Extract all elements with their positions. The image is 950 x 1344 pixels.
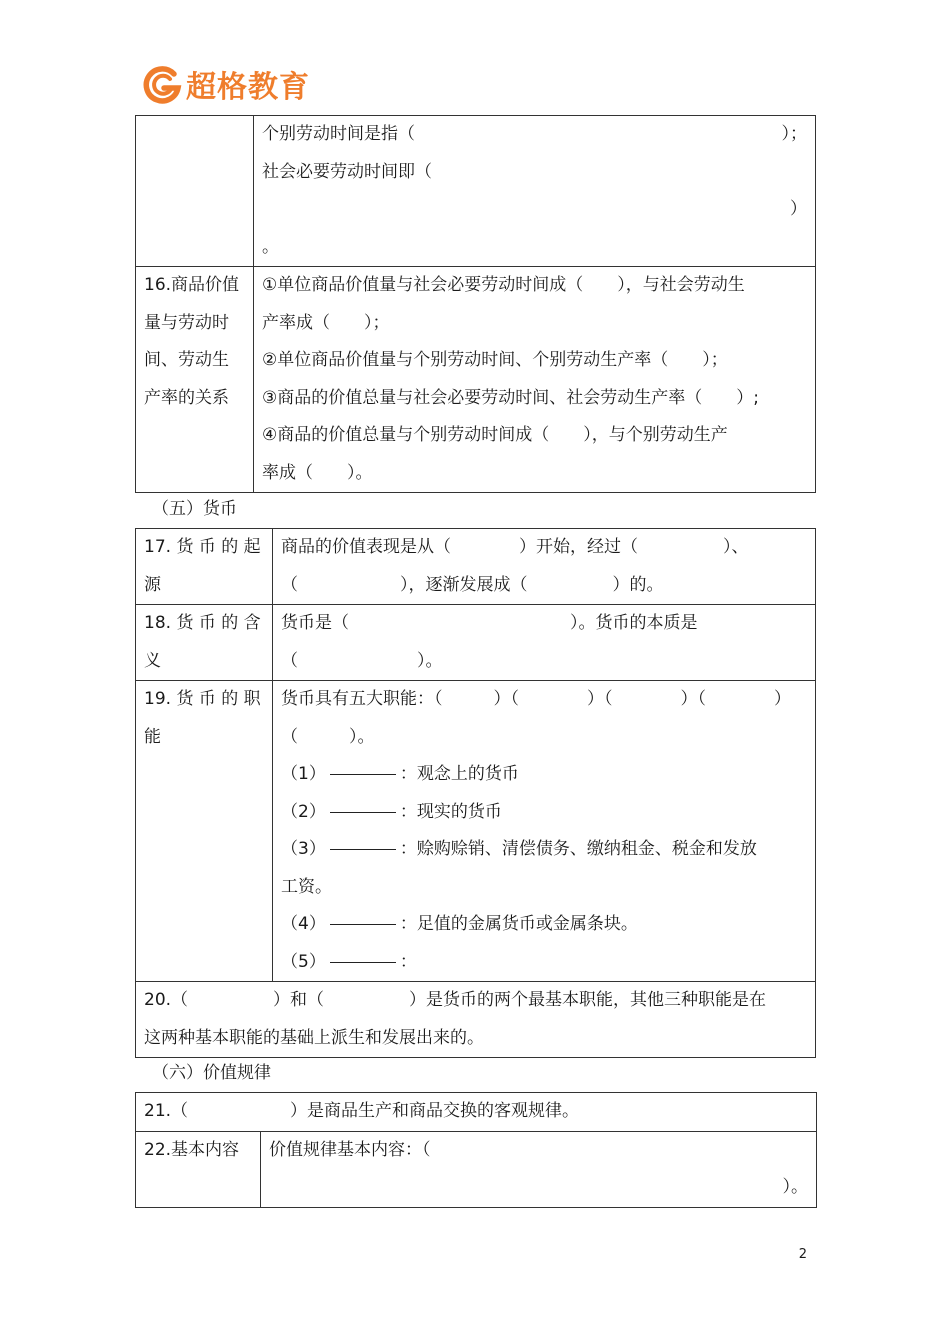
fill-blank[interactable] [330,942,396,963]
text-line: ①单位商品价值量与社会必要劳动时间成（ ），与社会劳动生 [262,275,745,295]
content-cell [254,116,816,267]
table-row [136,529,816,605]
label-line: 源 [144,574,161,595]
item-text: ：赊购赊销、清偿债务、缴纳租金、税金和发放 [399,839,757,859]
text-line [262,116,807,154]
function-item [281,794,807,832]
table-row [136,267,816,493]
text-line: ④商品的价值总量与个别劳动时间成（ ），与个别劳动生产 [262,425,728,445]
function-item [281,756,807,794]
fill-blank[interactable] [330,904,396,925]
text-line: 。 [262,236,279,257]
table-row [136,605,816,681]
brand-logo [142,62,310,106]
row-label-19 [136,681,273,982]
text-line: ②单位商品价值量与个别劳动时间、个别劳动生产率（ ）； [262,350,728,370]
label-line: 量与劳动时 [144,312,229,333]
label-line: 18. 货 币 的 含 [144,613,261,633]
section-heading-value-law: （六）价值规律 [152,1063,271,1083]
content-cell-20 [136,982,816,1058]
table-currency [135,528,816,1058]
label-line: 义 [144,650,161,671]
label-line: 22.基本内容 [144,1139,240,1160]
content-cell [261,1131,817,1207]
text-line: （ ）。 [281,726,375,747]
row-label-18 [136,605,273,681]
text-fragment: ）； [781,124,807,144]
content-cell [254,267,816,493]
row-label-16 [136,267,254,493]
text-line: 20.（ ）和（ ）是货币的两个最基本职能，其他三种职能是在 [144,990,767,1010]
function-item [281,944,807,982]
empty-label-cell [136,116,254,267]
text-line: 货币具有五大职能：（ ）（ ）（ ）（ ） [281,689,791,709]
content-cell [273,529,816,605]
table-row [136,116,816,267]
page-number: 2 [798,1247,807,1262]
label-line: 产率的关系 [144,387,229,408]
function-item [281,869,807,907]
label-line: 17. 货 币 的 起 [144,537,261,557]
text-line: （ ），逐渐发展成（ ）的。 [281,574,664,595]
text-line: ） [790,199,807,219]
item-text: ： [399,951,417,972]
label-line: 19. 货 币 的 职 [144,689,261,709]
item-text: ：足值的金属货币或金属条块。 [399,914,638,934]
table-row [136,1131,817,1207]
content-cell [273,605,816,681]
label-line: 能 [144,726,161,747]
text-line: 价值规律基本内容：（ [269,1139,431,1160]
table-row [136,982,816,1058]
item-text: ：观念上的货币 [399,764,519,784]
function-item [281,906,807,944]
brand-name: 超格教育 [186,70,310,105]
text-line: ）。 [782,1177,808,1197]
text-line: 这两种基本职能的基础上派生和发展出来的。 [144,1027,484,1048]
logo-g-icon [142,64,184,104]
table-row [136,1093,817,1132]
text-line: 社会必要劳动时间即（ [262,161,432,182]
item-number: （5） [281,951,326,972]
text-line: （ ）。 [281,650,443,671]
item-number: （3） [281,839,326,859]
text-fragment: 个别劳动时间是指（ [262,124,415,144]
item-text: 工资。 [281,876,332,897]
fill-blank[interactable] [330,792,396,813]
text-line: ③商品的价值总量与社会必要劳动时间、社会劳动生产率（ ）; [262,387,759,408]
text-line: 商品的价值表现是从（ ）开始，经过（ ）、 [281,537,749,557]
text-line: 21.（ ）是商品生产和商品交换的客观规律。 [144,1101,580,1121]
label-line: 16.商品价值 [144,275,240,295]
text-line: 率成（ ）。 [262,462,373,483]
table-value-quantity [135,115,816,493]
row-label-22 [136,1131,261,1207]
text-line: 产率成（ ）； [262,312,390,333]
table-row [136,681,816,982]
text-line: 货币是（ ）。货币的本质是 [281,613,698,633]
row-label-17 [136,529,273,605]
fill-blank[interactable] [330,829,396,850]
fill-blank[interactable] [330,754,396,775]
table-value-law [135,1092,817,1208]
item-text: ：现实的货币 [399,801,502,822]
item-number: （4） [281,914,326,934]
section-heading-currency: （五）货币 [152,499,237,519]
function-item [281,831,807,869]
content-cell [273,681,816,982]
item-number: （1） [281,764,326,784]
content-cell-21 [136,1093,817,1132]
item-number: （2） [281,801,326,822]
label-line: 间、劳动生 [144,350,229,370]
